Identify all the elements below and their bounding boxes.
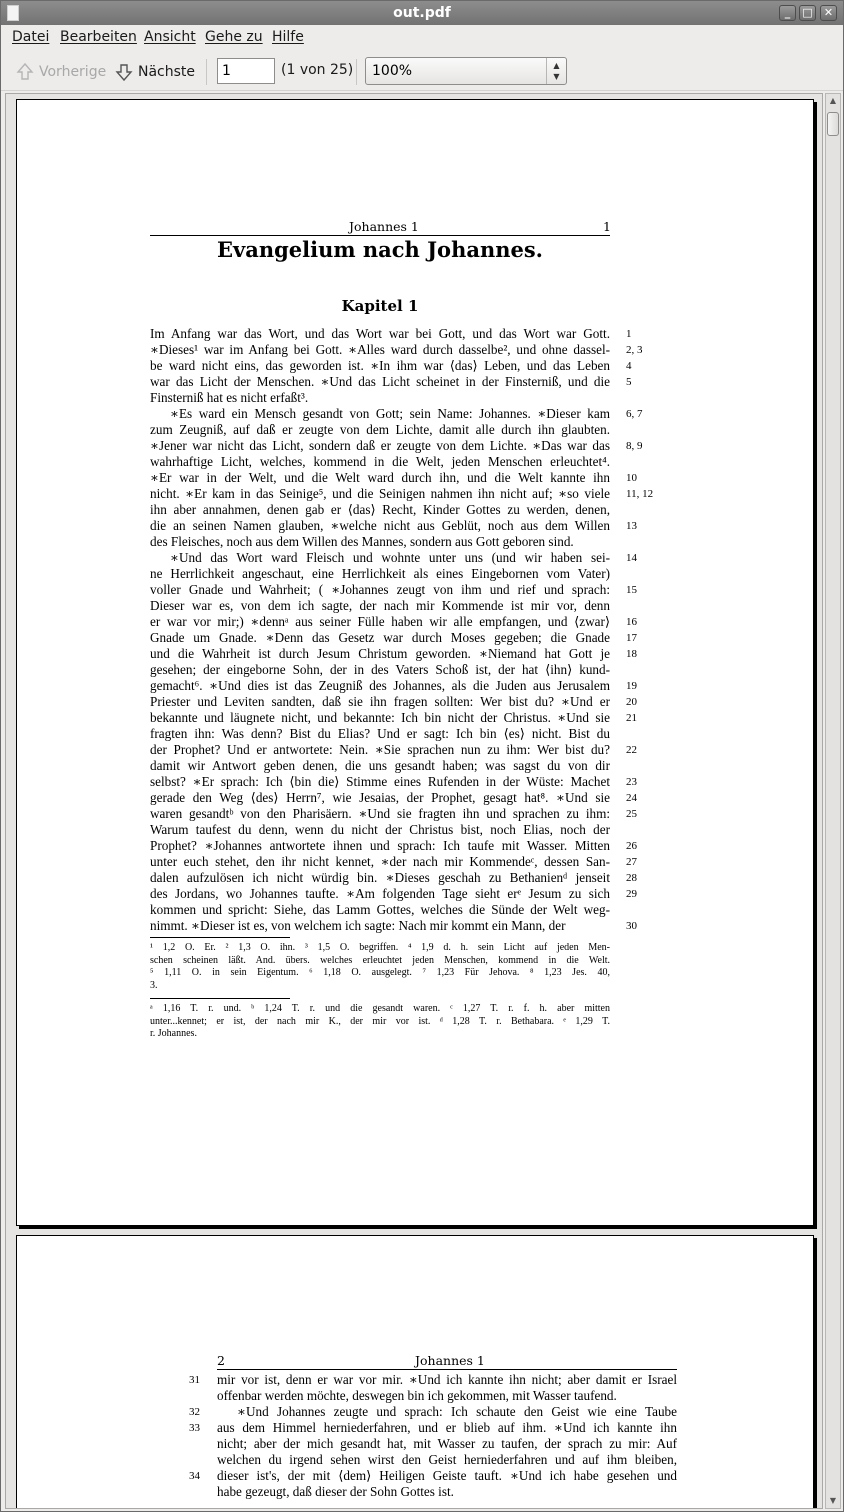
toolbar-separator [356, 59, 357, 85]
verse-number: 22 [626, 744, 637, 756]
verse-number: 30 [626, 920, 637, 932]
text-line: be ward nicht eins, das geworden ist. ∗In ihm war ⟨das⟩ Leben, und das Leben [150, 358, 610, 373]
arrow-up-icon [15, 62, 35, 82]
verse-number: 2, 3 [626, 344, 643, 356]
verse-number-column [626, 326, 653, 934]
text-line: bekannte und läugnete nicht, und bekannte: Ich bin nicht der Christus. ∗Und sie [150, 710, 610, 725]
scroll-down-arrow-icon[interactable]: ▼ [829, 1496, 837, 1505]
verse-number: 34 [189, 1470, 200, 1482]
menu-datei[interactable]: Datei [12, 29, 50, 45]
body-text [150, 326, 610, 934]
text-line: ∗Jener war nicht das Licht, sondern daß er zeugte von dem Lichte. ∗Das war das [150, 438, 610, 453]
zoom-value: 100% [372, 63, 413, 79]
verse-number: 8, 9 [626, 440, 643, 452]
footnote-line: schen scheinen läßt. And. übers. welches erleuchtet jeden Menschen, kommend in die Welt. [150, 954, 610, 966]
text-line: ∗Es ward ein Mensch gesandt von Gott; sein Name: Johannes. ∗Dieser kam [170, 406, 610, 421]
previous-page-button[interactable] [15, 59, 106, 85]
text-line: gemacht⁶. ∗Und dies ist das Zeugniß des Johannes, als die Juden aus Jerusalem [150, 678, 610, 693]
text-line: Finsterniß hat es nicht erfaßt³. [150, 390, 309, 405]
verse-number [626, 502, 653, 518]
verse-number [626, 902, 653, 918]
pdf-page-2 [16, 1235, 814, 1509]
menu-bearbeiten[interactable]: Bearbeiten [60, 29, 137, 45]
verse-number: 31 [189, 1374, 200, 1386]
verse-number: 28 [626, 872, 637, 884]
text-line: selbst? ∗Er sprach: Ich ⟨bin die⟩ Stimme eines Rufenden in der Wüste: Machet [150, 774, 610, 789]
verse-number: 29 [626, 888, 637, 900]
verse-number: 20 [626, 696, 637, 708]
menu-gehe-zu[interactable]: Gehe zu [205, 29, 263, 45]
text-line: nimmt. ∗Dieser ist es, von welchem ich sagte: Nach mir kommt ein Mann, der [150, 918, 566, 933]
next-page-label: Nächste [138, 64, 196, 80]
header-rule [150, 235, 610, 236]
verse-number: 32 [189, 1406, 200, 1418]
verse-number [626, 534, 653, 550]
verse-number: 26 [626, 840, 637, 852]
menu-bar [1, 25, 843, 51]
verse-number-column [189, 1372, 200, 1500]
zoom-select[interactable] [365, 57, 567, 85]
verse-number: 33 [189, 1422, 200, 1434]
text-line: nicht; aber der mich gesandt hat, mit Wasser zu taufen, der sprach zu mir: Auf [217, 1436, 677, 1451]
text-line: dalen aufzulösen ich nicht würdig bin. ∗Dieses geschah zu Bethanienᵈ jenseit [150, 870, 610, 885]
toolbar-separator [206, 59, 207, 85]
text-line: aus dem Himmel herniederfahren, und er blieb auf ihm. ∗Und ich kannte ihn [217, 1420, 677, 1435]
verse-number: 16 [626, 616, 637, 628]
text-line: damit wir Antwort geben denen, die uns gesandt haben; was sagst du von dir [150, 758, 610, 773]
text-line: voller Gnade und Wahrheit; ( ∗Johannes zeugt von ihm und rief und sprach: [150, 582, 610, 597]
menu-ansicht[interactable]: Ansicht [144, 29, 196, 45]
text-line: Gnade um Gnade. ∗Denn das Gesetz war durch Moses gegeben; die Gnade [150, 630, 610, 645]
body-text [217, 1372, 677, 1500]
footnote-line: ⁵ 1,11 O. in sein Eigentum. ⁶ 1,18 O. ausgelegt. ⁷ 1,23 Für Jehova. ⁸ 1,23 Jes. 40, [150, 967, 610, 978]
text-line: Priester und Leviten sandten, daß sie ihn fragen sollten: Wer bist du? ∗Und er [150, 694, 610, 709]
header-rule [217, 1369, 677, 1370]
previous-page-label: Vorherige [39, 64, 107, 80]
text-line: Dieser war es, von dem ich sagte, der nach mir Kommende ist mir vor, denn [150, 598, 610, 613]
verse-number [626, 422, 653, 438]
verse-number: 13 [626, 520, 637, 532]
text-line: unter euch stehet, den ihr nicht kennet, ∗der nach mir Kommendeᶜ, dessen San- [150, 854, 610, 869]
text-line: ne Herrlichkeit angeschaut, eine Herrlichkeit als eines Eingebornen vom Vater) [150, 566, 610, 581]
text-line: zum Zeugniß, auf daß er zeugte von dem Lichte, damit alle durch ihn glaubten. [150, 422, 610, 437]
verse-number [626, 726, 653, 742]
text-line: und die Wahrheit ist durch Jesum Christum geworden. ∗Niemand hat Gott je [150, 646, 610, 661]
spin-arrows-icon: ▲ ▼ [546, 58, 566, 84]
close-button[interactable]: ✕ [820, 5, 837, 21]
vertical-scrollbar[interactable] [825, 93, 841, 1509]
verse-number: 1 [626, 328, 632, 340]
verse-number: 11, 12 [626, 488, 654, 500]
text-line: wahrhaftige Licht, welches, kommend in die Welt, jeden Menschen erleuchtet⁴. [150, 454, 610, 469]
text-line: nicht. ∗Er kam in das Seinige⁵, und die Seinigen nahmen ihn nicht auf; ∗so viele [150, 486, 610, 501]
text-line: gesehen; der eingeborne Sohn, der in des Vaters Schoß ist, der hat ⟨ihn⟩ kund- [150, 662, 610, 677]
text-line: der Prophet? Und er antwortete: Nein. ∗Sie sprachen nun zu ihm: Wer bist du? [150, 742, 610, 757]
verse-number: 10 [626, 472, 637, 484]
footnote-rule [150, 998, 290, 999]
scrollbar-thumb[interactable] [827, 112, 839, 136]
verse-number: 24 [626, 792, 637, 804]
text-line: waren gesandtᵇ von den Pharisäern. ∗Und sie fragten ihn und sprachen zu ihm: [150, 806, 610, 821]
arrow-down-icon [114, 62, 134, 82]
text-line: ihn aber annahmen, denen gab er ⟨das⟩ Recht, Kinder Gottes zu werden, denen, [150, 502, 610, 517]
text-line: offenbar werden möchte, deswegen bin ich gekommen, mit Wasser taufend. [217, 1388, 617, 1403]
verse-number [189, 1484, 200, 1500]
footnotes-numeric [150, 942, 610, 992]
scroll-up-arrow-icon[interactable]: ▲ [829, 96, 837, 105]
text-line: des Fleisches, noch aus dem Willen des Mannes, sondern aus Gott geboren sind. [150, 534, 574, 549]
text-line: mir vor ist, denn er war vor mir. ∗Und ich kannte ihn nicht; aber damit er Israel [217, 1372, 677, 1387]
document-viewport[interactable] [5, 93, 823, 1509]
verse-number [626, 822, 653, 838]
verse-number: 14 [626, 552, 637, 564]
footnote-line: 3. [150, 979, 158, 991]
text-line: gerade den Weg ⟨des⟩ Herrn⁷, wie Jesaias, der Prophet, gesagt hat⁸. ∗Und sie [150, 790, 610, 805]
title-bar[interactable] [1, 1, 843, 25]
chapter-heading: Kapitel 1 [341, 297, 419, 315]
footnote-rule [150, 937, 290, 938]
verse-number [626, 598, 653, 614]
verse-number: 27 [626, 856, 637, 868]
page-number: 1 [603, 219, 611, 234]
window-title: out.pdf [393, 5, 451, 21]
verse-number: 21 [626, 712, 637, 724]
minimize-button[interactable]: _ [779, 5, 796, 21]
text-line: Warum taufest du denn, wenn du nicht der Christus bist, noch Elias, noch der [150, 822, 610, 837]
document-title: Evangelium nach Johannes. [217, 237, 543, 262]
verse-number: 17 [626, 632, 637, 644]
verse-number: 15 [626, 584, 637, 596]
verse-number: 5 [626, 376, 632, 388]
text-line: war das Licht der Menschen. ∗Und das Licht scheinet in der Finsterniß, und die [150, 374, 610, 389]
verse-number [626, 758, 653, 774]
text-line: Im Anfang war das Wort, und das Wort war bei Gott, und das Wort war Gott. [150, 326, 610, 341]
verse-number: 25 [626, 808, 637, 820]
text-line: ∗Und das Wort ward Fleisch und wohnte unter uns (und wir haben sei- [170, 550, 610, 565]
text-line: dieser ist's, der mit ⟨dem⟩ Heiligen Geiste tauft. ∗Und ich habe gesehen und [217, 1468, 677, 1483]
text-line: habe gezeugt, daß dieser der Sohn Gottes ist. [217, 1484, 454, 1499]
text-line: welchen du irgend sehen wirst den Geist herniederfahren und auf ihm bleiben, [217, 1452, 677, 1467]
verse-number: 18 [626, 648, 637, 660]
verse-number [189, 1452, 200, 1468]
running-head: Johannes 1 [415, 1353, 485, 1368]
verse-number [189, 1388, 200, 1404]
footnote-line: ¹ 1,2 O. Er. ² 1,3 O. ihn. ³ 1,5 O. begriffen. ⁴ 1,9 d. h. sein Licht auf jeden Men- [150, 942, 610, 953]
pdf-page-1 [16, 99, 814, 1226]
text-line: des Jordans, wo Johannes taufte. ∗Am folgenden Tage sieht erᵉ Jesum zu sich [150, 886, 610, 901]
verse-number [626, 454, 653, 470]
footnotes-alpha [150, 1003, 610, 1041]
footnote-line: r. Johannes. [150, 1028, 197, 1039]
footnote-line: ᵃ 1,16 T. r. und. ᵇ 1,24 T. r. und die gesandt waren. ᶜ 1,27 T. r. f. h. aber mitten [150, 1003, 610, 1014]
verse-number [626, 566, 653, 582]
text-line: Prophet? ∗Johannes antwortete ihnen und sprach: Ich taufe mit Wasser. Mitten [150, 838, 610, 853]
page-number: 2 [217, 1353, 225, 1368]
running-head: Johannes 1 [349, 219, 419, 234]
menu-hilfe[interactable]: Hilfe [272, 29, 304, 45]
verse-number: 23 [626, 776, 637, 788]
text-line: er war vor mir;) ∗dennᵃ aus seiner Fülle haben wir alle empfangen, und ⟨zwar⟩ [150, 614, 610, 629]
next-page-button[interactable] [114, 59, 195, 85]
verse-number [626, 662, 653, 678]
text-line: ∗Er war in der Welt, und die Welt ward durch ihn, und die Welt kannte ihn [150, 470, 610, 485]
footnote-line: unter...kennet; er ist, der nach mir K., der mir vor ist. ᵈ 1,28 T. r. Bethabara. ᵉ 1,29 T. [150, 1015, 610, 1027]
page-count-label: (1 von 25) [281, 62, 354, 78]
verse-number: 4 [626, 360, 632, 372]
verse-number [189, 1436, 200, 1452]
text-line: ∗Und Johannes zeugte und sprach: Ich schaute den Geist wie eine Taube [237, 1404, 677, 1419]
verse-number [626, 390, 653, 406]
page-number-input[interactable] [217, 58, 275, 84]
verse-number: 6, 7 [626, 408, 643, 420]
text-line: fragten ihn: Was denn? Bist du Elias? Und er sagt: Ich bin ⟨es⟩ nicht. Bist du [150, 726, 610, 741]
text-line: ∗Dieses¹ war im Anfang bei Gott. ∗Alles ward durch dasselbe², und ohne dassel- [150, 342, 610, 357]
text-line: die an seinen Namen glauben, ∗welche nicht aus Geblüt, noch aus dem Willen [150, 518, 610, 533]
maximize-button[interactable]: □ [799, 5, 816, 21]
text-line: kommen und spricht: Siehe, das Lamm Gottes, welches die Sünde der Welt weg- [150, 902, 610, 917]
verse-number: 19 [626, 680, 637, 692]
